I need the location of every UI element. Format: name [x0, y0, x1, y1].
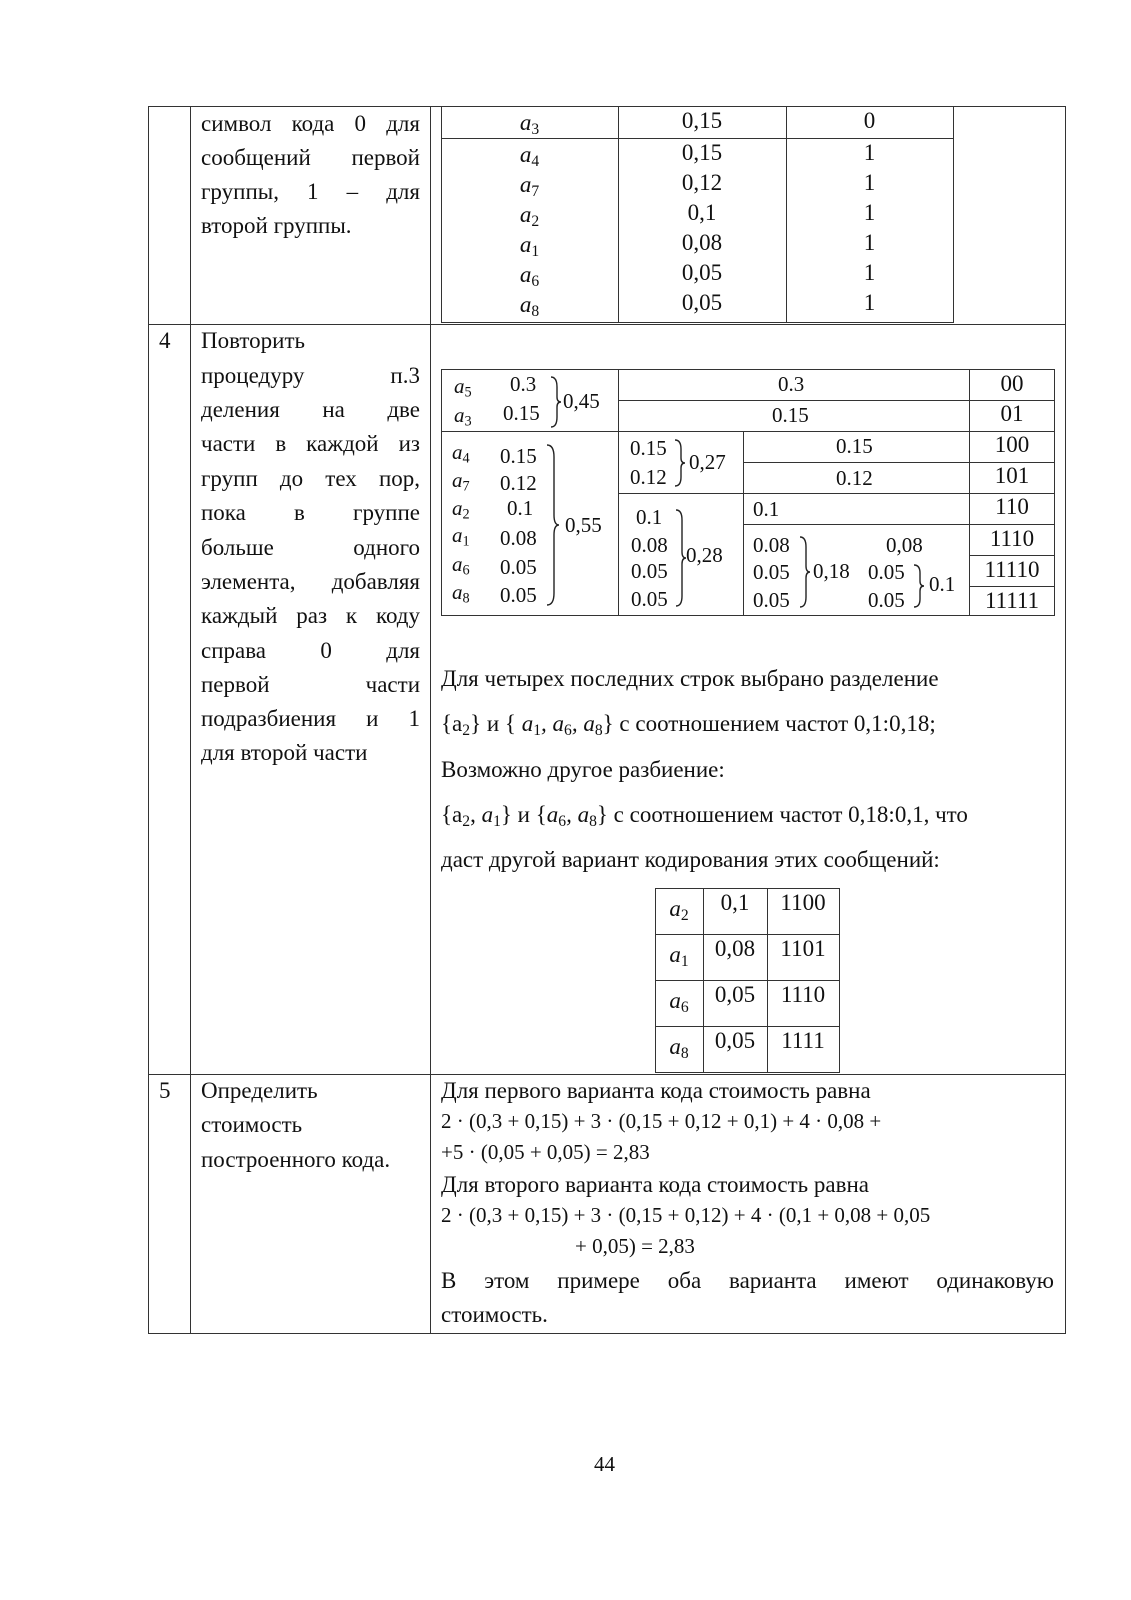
code-value: 101: [994, 463, 1030, 488]
row4-text-line: групп до тех пор,: [201, 466, 420, 491]
row4-text-line: пока в группе: [201, 500, 420, 525]
cost-formula: + 0,05) = 2,83: [575, 1234, 695, 1258]
row4-text-line: справа 0 для: [201, 638, 420, 663]
row3-text-line: сообщений первой: [201, 145, 420, 170]
prob: 0.3: [778, 372, 805, 396]
symbol-cell: $a_1$: [519, 232, 540, 260]
code-cell: 1: [863, 140, 876, 165]
probability-cell: 0,1: [687, 200, 717, 225]
row4-text-line: для второй части: [201, 740, 368, 765]
table-border: [1065, 106, 1066, 1334]
probability-cell: 0,08: [681, 230, 723, 255]
row4-text-line: подразбиения и 1: [201, 706, 420, 731]
paragraph: даст другой вариант кодирования этих сообщений:: [441, 847, 940, 872]
row3-text-line: второй группы.: [201, 213, 352, 238]
row5-text-line: стоимость: [201, 1112, 303, 1137]
brace: [675, 440, 685, 486]
code-cell: 1: [863, 290, 876, 315]
prob: 0.3: [510, 372, 537, 396]
code-value: 1110: [989, 526, 1035, 551]
group-sum: 0,45: [563, 389, 600, 413]
row4-text-line: деления на две: [201, 397, 420, 422]
code-cell: 0: [863, 108, 876, 133]
brace: [800, 537, 810, 607]
paragraph: Для четырех последних строк выбрано разделение: [441, 666, 939, 691]
probability-cell: 0,15: [681, 140, 723, 165]
symbol-cell: $a_7$: [519, 172, 540, 200]
symbol-cell: $a_8$: [669, 1034, 689, 1062]
row4-text-line: части в каждой из: [201, 431, 420, 456]
probability-cell: 0,1: [720, 890, 750, 915]
code-value: 00: [1000, 371, 1024, 396]
row4-text-line: элемента, добавляя: [201, 569, 420, 594]
table-border: [148, 1333, 1066, 1334]
symbol-cell: $a_6$: [669, 988, 689, 1016]
cost-line: стоимость.: [441, 1302, 548, 1327]
row5-text-line: построенного кода.: [201, 1147, 391, 1172]
cost-line: Для второго варианта кода стоимость равна: [441, 1172, 870, 1197]
row-number: 5: [159, 1078, 171, 1103]
row3-text-line: группы, 1 – для: [201, 179, 420, 204]
probability-cell: 0,12: [681, 170, 723, 195]
brace: [551, 377, 561, 427]
code-value: 100: [994, 432, 1030, 457]
probability-cell: 0,15: [681, 108, 723, 133]
code-value: 11111: [984, 588, 1040, 613]
symbol-cell: $a_1$: [669, 942, 689, 970]
row-number: 4: [159, 328, 171, 353]
symbol-cell: $a_8$: [519, 292, 540, 320]
group-sum: 0,55: [565, 513, 602, 537]
row5-text-line: Определить: [201, 1078, 318, 1103]
cost-formula: 2 · (0,3 + 0,15) + 3 · (0,15 + 0,12 + 0,1) + 4 · 0,08 +: [441, 1109, 882, 1133]
row4-text-line: каждый раз к коду: [201, 603, 420, 628]
probability-cell: 0,08: [714, 936, 756, 961]
probability-cell: 0,05: [681, 260, 723, 285]
paragraph: Возможно другое разбиение:: [441, 757, 725, 782]
page-number: 44: [594, 1452, 615, 1476]
table-border: [430, 106, 431, 1334]
brace: [547, 445, 559, 605]
row4-text-line: процедуру п.3: [201, 363, 420, 388]
probability-cell: 0,05: [714, 982, 756, 1007]
cost-formula: 2 · (0,3 + 0,15) + 3 · (0,15 + 0,12) + 4 · (0,1 + 0,08 + 0,05: [441, 1203, 931, 1227]
code-cell: 1110: [780, 982, 826, 1007]
cost-formula: +5 · (0,05 + 0,05) = 2,83: [441, 1140, 650, 1164]
prob: 0.15: [772, 403, 809, 427]
probability-cell: 0,05: [714, 1028, 756, 1053]
symbol-cell: $a_4$: [519, 142, 540, 170]
code-cell: 1101: [780, 936, 826, 961]
symbol: $a_5$: [454, 374, 472, 401]
symbol-cell: $a_6$: [519, 262, 540, 290]
cost-line: Для первого варианта кода стоимость равна: [441, 1078, 871, 1103]
cost-line: В этом примере оба варианта имеют одинаковую: [441, 1268, 1054, 1293]
row4-text-line: больше одного: [201, 535, 420, 560]
table-border: [148, 106, 149, 1334]
symbol-cell: $a_3$: [519, 110, 540, 138]
table-border: [190, 106, 191, 1334]
row4-text-line: Повторить: [201, 328, 305, 353]
code-value: 11110: [984, 557, 1040, 582]
code-cell: 1: [863, 260, 876, 285]
prob: 0.15: [503, 401, 540, 425]
code-cell: 1111: [781, 1028, 825, 1053]
paragraph: $\{a_2\}$ и { $a_1$, $a_6$, $a_8$} с соотношением частот 0,1:0,18;: [441, 711, 936, 739]
paragraph: {$a_2$, $a_1$} и {$a_6$, $a_8$} с соотношением частот 0,18:0,1, что: [441, 802, 968, 830]
code-cell: 1100: [780, 890, 826, 915]
code-value: 01: [1000, 401, 1024, 426]
row4-text-line: первой части: [201, 672, 420, 697]
symbol-cell: $a_2$: [669, 896, 689, 924]
code-value: 110: [995, 494, 1029, 519]
brace: [676, 510, 686, 606]
code-cell: 1: [863, 200, 876, 225]
row3-text-line: символ кода 0 для: [201, 111, 420, 136]
probability-cell: 0,05: [681, 290, 723, 315]
code-cell: 1: [863, 230, 876, 255]
brace: [914, 565, 924, 607]
symbol: $a_3$: [454, 403, 472, 430]
symbol-cell: $a_2$: [519, 202, 540, 230]
code-cell: 1: [863, 170, 876, 195]
